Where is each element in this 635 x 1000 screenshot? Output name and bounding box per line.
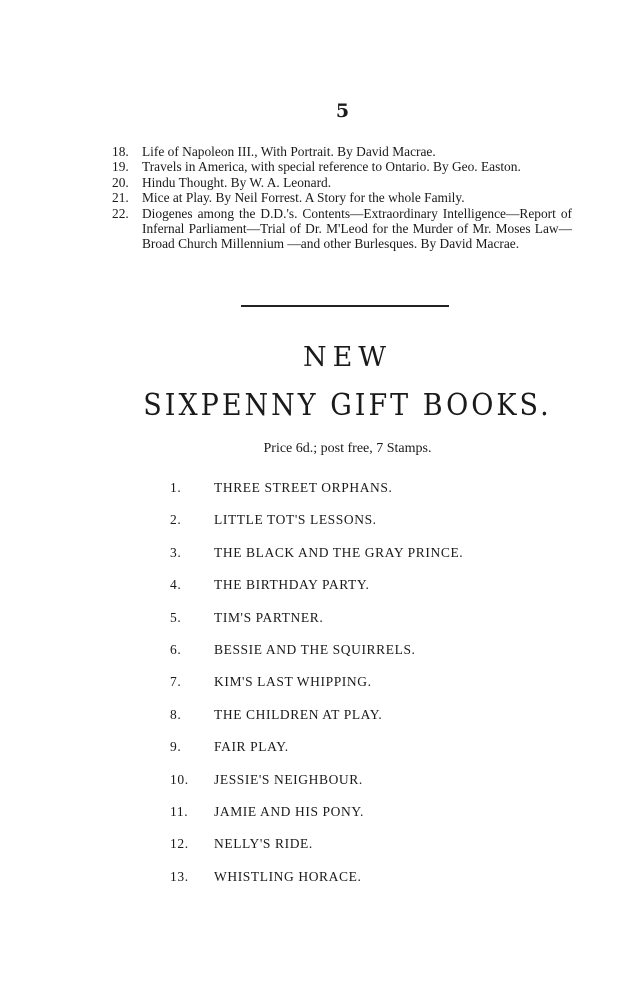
item-number: 11. — [170, 803, 189, 819]
item-text: Hindu Thought. By W. A. Leonard. — [142, 174, 332, 190]
list-item — [170, 545, 463, 577]
list-item — [112, 159, 572, 174]
item-number: 12. — [170, 836, 189, 852]
page-number: 5 — [335, 100, 350, 122]
item-number: 20. — [112, 174, 129, 190]
gift-books-list — [170, 480, 463, 901]
item-number: 6. — [170, 641, 182, 657]
book-title: TIM'S PARTNER. — [214, 609, 324, 625]
book-title: THE BLACK AND THE GRAY PRINCE. — [214, 544, 464, 560]
book-title: JESSIE'S NEIGHBOUR. — [214, 771, 363, 787]
item-number: 1. — [170, 480, 182, 495]
series-list — [112, 144, 572, 252]
book-title: JAMIE AND HIS PONY. — [214, 803, 364, 819]
item-text: Mice at Play. By Neil Forrest. A Story for the whole Family. — [142, 190, 465, 206]
list-item — [170, 739, 463, 771]
item-number: 10. — [170, 771, 189, 787]
item-number: 13. — [170, 868, 189, 884]
list-item — [170, 869, 463, 901]
list-item — [170, 577, 463, 609]
book-title: THE BIRTHDAY PARTY. — [214, 577, 370, 593]
book-title: BESSIE AND THE SQUIRRELS. — [214, 641, 416, 657]
book-title: KIM'S LAST WHIPPING. — [214, 674, 372, 690]
item-number: 7. — [170, 674, 182, 690]
heading-sixpenny-gift-books: SIXPENNY GIFT BOOKS. — [143, 388, 552, 423]
book-title: LITTLE TOT'S LESSONS. — [214, 512, 377, 528]
section-divider — [241, 305, 449, 307]
list-item — [112, 175, 572, 190]
list-item — [170, 772, 463, 804]
item-number: 3. — [170, 544, 182, 560]
item-text: Travels in America, with special reference to Ontario. By Geo. Easton. — [142, 159, 521, 175]
item-number: 21. — [112, 190, 129, 206]
book-title: NELLY'S RIDE. — [214, 836, 313, 852]
book-title: FAIR PLAY. — [214, 739, 289, 755]
list-item — [170, 674, 463, 706]
item-text: Life of Napoleon III., With Portrait. By David Macrae. — [142, 144, 436, 159]
book-title: THREE STREET ORPHANS. — [214, 480, 393, 495]
heading-new: NEW — [302, 342, 393, 373]
list-item — [170, 836, 463, 868]
item-number: 8. — [170, 706, 182, 722]
item-text: Diogenes among the D.D.'s. Contents—Extraordinary Intelligence—Report of Infernal Parliament—Trial of Dr. M'Leod for the Murder of Mr. Moses Law—Broad Church Millennium —and other Burlesques. By David Macrae. — [142, 205, 572, 252]
list-item — [112, 190, 572, 205]
list-item — [170, 480, 463, 512]
list-item — [170, 512, 463, 544]
item-number: 18. — [112, 144, 129, 159]
item-number: 4. — [170, 577, 182, 593]
list-item — [170, 610, 463, 642]
book-title: WHISTLING HORACE. — [214, 868, 362, 884]
item-number: 22. — [112, 205, 129, 221]
price-line: Price 6d.; post free, 7 Stamps. — [263, 441, 432, 456]
list-item — [170, 804, 463, 836]
item-number: 5. — [170, 609, 182, 625]
item-number: 19. — [112, 159, 129, 175]
item-number: 9. — [170, 739, 182, 755]
list-item — [112, 206, 572, 252]
list-item — [170, 642, 463, 674]
book-title: THE CHILDREN AT PLAY. — [214, 706, 383, 722]
list-item — [112, 144, 572, 159]
item-number: 2. — [170, 512, 182, 528]
list-item — [170, 707, 463, 739]
